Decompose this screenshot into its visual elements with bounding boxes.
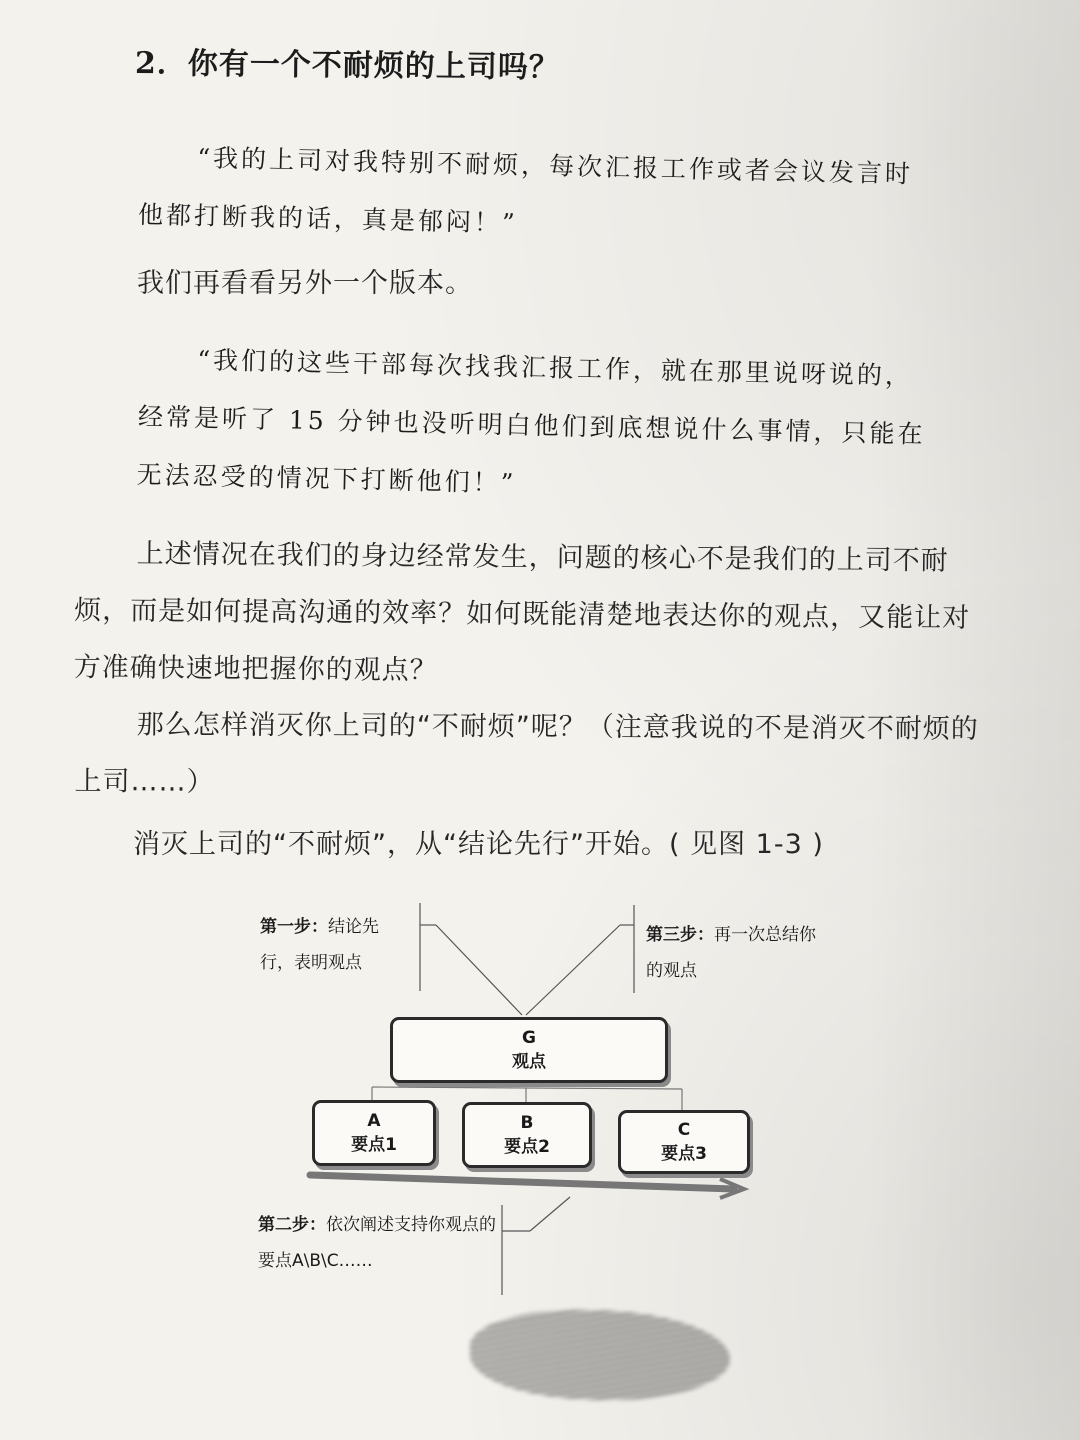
- paragraph-question: 那么怎样消灭你上司的“不耐烦”呢？（注意我说的不是消灭不耐烦的上司……）: [74, 709, 979, 798]
- box-g-letter: G: [522, 1028, 536, 1048]
- box-c-letter: C: [677, 1120, 691, 1140]
- section-heading: 2．你有一个不耐烦的上司吗？: [134, 46, 560, 86]
- paragraph-core-issue: 上述情况在我们的身边经常发生，问题的核心不是我们的上司不耐烦，而是如何提高沟通的效率？如何既能清楚地表达你的观点，又能让对方准确快速地把握你的观点？: [73, 538, 971, 687]
- quote-manager-complaint: “我们的这些干部每次找我汇报工作，就在那里说呀说的，经常是听了 15 分钟也没听明白他们到底想说什么事情，只能在无法忍受的情况下打断他们！”: [136, 345, 926, 498]
- box-a-letter: A: [367, 1111, 381, 1131]
- box-a-label: 要点1: [351, 1135, 397, 1155]
- box-a-point: [312, 1100, 436, 1166]
- box-g-viewpoint: [390, 1017, 668, 1083]
- step3-label: 第三步：再一次总结你的观点: [646, 925, 816, 981]
- pencil-smudge-mark: [470, 1310, 730, 1400]
- box-b-label: 要点2: [504, 1137, 550, 1157]
- box-g-label: 观点: [512, 1052, 546, 1072]
- box-c-point: [618, 1110, 750, 1174]
- box-b-point: [462, 1102, 592, 1168]
- box-c-label: 要点3: [661, 1144, 707, 1164]
- figure-1-3-pyramid-diagram: [240, 895, 816, 1305]
- step1-label: 第一步：结论先行，表明观点: [260, 917, 379, 973]
- paragraph-conclusion-first: 消灭上司的“不耐烦”，从“结论先行”开始。( 见图 1-3 ): [133, 829, 824, 860]
- box-b-letter: B: [520, 1113, 534, 1133]
- intro-sentence: 我们再看看另外一个版本。: [137, 268, 473, 299]
- quote-boss-complaint: “我的上司对我特别不耐烦，每次汇报工作或者会议发言时他都打断我的话，真是郁闷！”: [137, 143, 914, 238]
- step2-label: 第二步：依次阐述支持你观点的要点A\B\C……: [258, 1215, 496, 1271]
